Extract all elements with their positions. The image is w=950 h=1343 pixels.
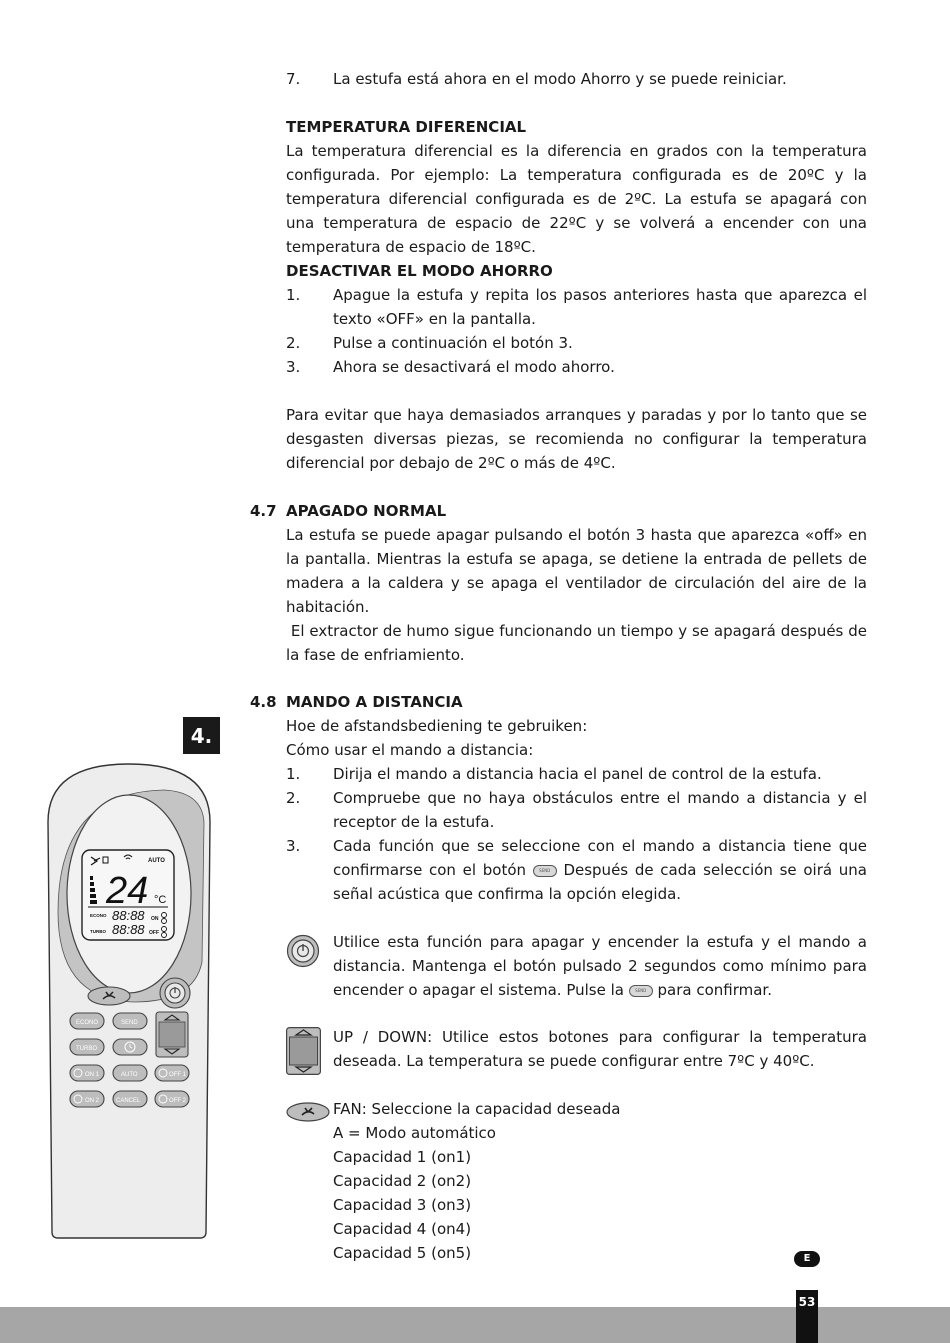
section-4-8-line1: Hoe de afstandsbediening te gebruiken: <box>286 717 588 735</box>
send-button-inline-icon: SEND <box>533 865 557 877</box>
chapter-badge: 4. <box>183 717 220 754</box>
fan-button-icon <box>286 1102 330 1122</box>
send-button-inline-icon-2: SEND <box>629 985 653 997</box>
page-number: 53 <box>796 1290 818 1343</box>
remote-button-auto: AUTO <box>121 1072 138 1078</box>
desactivar-num-2: 2. <box>286 334 301 352</box>
remote-display-time-1: 88:88 <box>112 908 145 923</box>
remote-button-on2: ON 2 <box>85 1098 100 1104</box>
remote-button-turbo: TURBO <box>76 1046 97 1052</box>
remote-button-off1: OFF 1 <box>169 1072 187 1078</box>
fan-line-1: FAN: Seleccione la capacidad deseada <box>333 1100 621 1118</box>
remote-item-3 <box>333 834 867 906</box>
remote-display-on: ON <box>151 916 159 922</box>
remote-item-3-text-b: Después de cada selección se oirá una señal acústica que confirma la opción elegida. <box>333 861 867 903</box>
updown-description: UP / DOWN: Utilice estos botones para configurar la temperatura deseada. La temperatura se puede configurar entre 7ºC y 40ºC. <box>333 1028 867 1070</box>
section-4-8-number: 4.8 <box>250 693 277 711</box>
remote-control-illustration <box>44 762 214 1240</box>
desactivar-num-1: 1. <box>286 286 301 304</box>
power-text-b: para confirmar. <box>652 981 772 999</box>
section-4-7-body: La estufa se puede apagar pulsando el botón 3 hasta que aparezca «off» en la pantalla. Mientras la estufa se apaga, se detiene la entrada de pellets de madera a la caldera y se apaga el ventilador de circulación del aire de la habitación. <box>286 526 867 616</box>
remote-display-unit: °C <box>154 894 167 906</box>
section-4-7-title: APAGADO NORMAL <box>286 502 447 520</box>
fan-line-6: Capacidad 4 (on4) <box>333 1220 472 1238</box>
section-4-7-number: 4.7 <box>250 502 277 520</box>
language-tab: E <box>794 1251 820 1267</box>
desactivar-item-1: Apague la estufa y repita los pasos anteriores hasta que aparezca el texto «OFF» en la pantalla. <box>333 286 867 328</box>
remote-button-send: SEND <box>121 1020 138 1026</box>
remote-num-1: 1. <box>286 765 301 783</box>
remote-button-off2: OFF 2 <box>169 1098 187 1104</box>
remote-num-2: 2. <box>286 789 301 807</box>
desactivar-num-3: 3. <box>286 358 301 376</box>
remote-button-on1: ON 1 <box>85 1072 100 1078</box>
remote-display-econo: ECONO <box>90 913 107 918</box>
remote-item-3-text-a: Cada función que se seleccione con el mando a distancia tiene que confirmarse con el botón <box>333 837 867 879</box>
remote-display-time-2: 88:88 <box>112 922 145 937</box>
remote-button-cancel: CANCEL <box>116 1098 141 1104</box>
item-7-number: 7. <box>286 70 301 88</box>
remote-button-econo: ECONO <box>76 1020 99 1026</box>
fan-line-7: Capacidad 5 (on5) <box>333 1244 472 1262</box>
remote-item-2: Compruebe que no haya obstáculos entre el mando a distancia y el receptor de la estufa. <box>333 789 867 831</box>
remote-num-3: 3. <box>286 837 301 855</box>
desactivar-item-2: Pulse a continuación el botón 3. <box>333 334 573 352</box>
remote-display-temp: 24 <box>106 870 149 912</box>
remote-item-1: Dirija el mando a distancia hacia el panel de control de la estufa. <box>333 765 822 783</box>
section-4-8-title: MANDO A DISTANCIA <box>286 693 463 711</box>
fan-line-4: Capacidad 2 (on2) <box>333 1172 472 1190</box>
remote-display-auto: AUTO <box>148 858 165 864</box>
up-down-button-icon <box>286 1027 321 1075</box>
remote-display-off: OFF <box>149 930 159 936</box>
item-7-text: La estufa está ahora en el modo Ahorro y se puede reiniciar. <box>333 70 787 88</box>
remote-display-turbo: TURBO <box>90 929 106 934</box>
section-4-8-line2: Cómo usar el mando a distancia: <box>286 741 534 759</box>
desactivar-title: DESACTIVAR EL MODO AHORRO <box>286 262 553 280</box>
fan-line-2: A = Modo automático <box>333 1124 496 1142</box>
power-text-a: Utilice esta función para apagar y encender la estufa y el mando a distancia. Mantenga el botón pulsado 2 segundos como mínimo para encender o apagar el sistema. Pulse la <box>333 933 867 999</box>
power-button-icon <box>286 934 320 968</box>
temp-dif-title: TEMPERATURA DIFERENCIAL <box>286 118 527 136</box>
desactivar-item-3: Ahora se desactivará el modo ahorro. <box>333 358 615 376</box>
temp-dif-body: La temperatura diferencial es la diferencia en grados con la temperatura configurada. Por ejemplo: La temperatura configurada es de 20ºC y la temperatura diferencial configurada es de 2ºC. La estufa se apagará con una temperatura de espacio de 22ºC y se volverá a encender con una temperatura de espacio de 18ºC. <box>286 142 867 256</box>
section-4-7-body2: El extractor de humo sigue funcionando un tiempo y se apagará después de la fase de enfriamiento. <box>286 622 872 664</box>
fan-line-5: Capacidad 3 (on3) <box>333 1196 472 1214</box>
evitar-paragraph: Para evitar que haya demasiados arranques y paradas y por lo tanto que se desgasten diversas piezas, se recomienda no configurar la temperatura diferencial por debajo de 2ºC o más de 4ºC. <box>286 406 867 472</box>
power-description <box>333 930 867 1002</box>
fan-line-3: Capacidad 1 (on1) <box>333 1148 472 1166</box>
